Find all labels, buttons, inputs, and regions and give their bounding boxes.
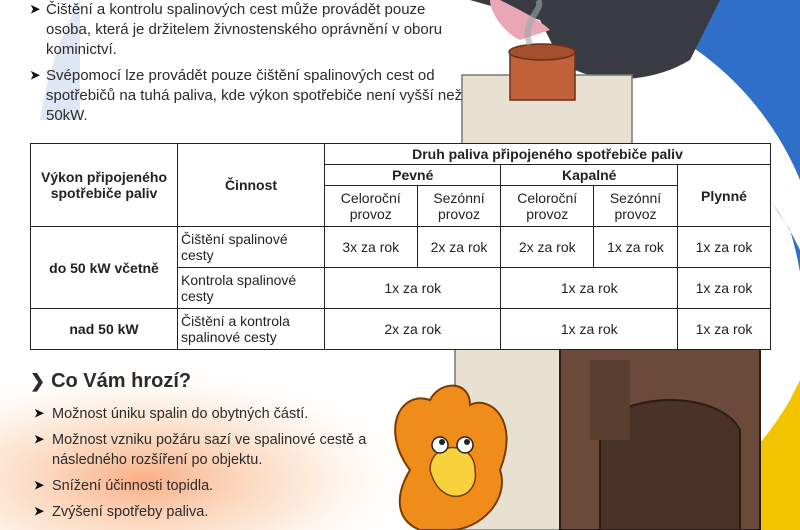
header-liquid-year: Celoroční provoz [501,186,594,227]
table-cell: 1x za rok [501,268,678,309]
bullet-arrow-icon: ➤ [30,2,41,16]
row-label-up-to-50: do 50 kW včetně [31,227,178,309]
row-label-over-50: nad 50 kW [31,309,178,350]
table-cell: 1x za rok [325,268,501,309]
bullet-item: ➤ Čištění a kontrolu spalinových cest může provádět pouze osoba, která je držitelem živnostenského oprávnění v oboru kominictví. [30,1,443,58]
top-bullets [30,0,470,132]
activity-cleaning: Čištění spalinové cesty [178,227,325,268]
bullet-arrow-icon: ➤ [30,68,41,82]
table-cell: 1x za rok [678,268,771,309]
table-cell: 1x za rok [678,309,771,350]
bullet-item: ➤ Zvýšení spotřeby paliva. [34,504,209,520]
bullet-arrow-icon: ➤ [34,504,45,518]
table-cell: 2x za rok [417,227,501,268]
activity-both: Čištění a kontrola spalinové cesty [178,309,325,350]
bullet-arrow-icon: ➤ [34,478,45,492]
header-activity: Činnost [178,144,325,227]
header-solid-season: Sezónní provoz [417,186,501,227]
bullet-item: ➤ Snížení účinnosti topidla. [34,478,214,494]
bullet-item: ➤ Svépomocí lze provádět pouze čištění spalinových cest od spotřebičů na tuhá paliva, kde výkon spotřebiče není vyšší než 50kW. [30,67,463,124]
bullet-item: ➤ Možnost vzniku požáru sazí ve spalinové cestě a následného rozšíření po objektu. [34,432,367,468]
header-solid: Pevné [325,165,501,186]
table-cell: 2x za rok [501,227,594,268]
header-gas: Plynné [678,165,771,227]
bullet-item: ➤ Možnost úniku spalin do obytných částí. [34,406,309,422]
bullet-arrow-icon: ➤ [34,432,45,446]
section-title: ❯ Co Vám hrozí? [30,370,192,392]
chevron-right-icon: ❯ [30,371,46,391]
bottom-bullets [34,404,434,528]
bullet-arrow-icon: ➤ [34,406,45,420]
header-fuel-group: Druh paliva připojeného spotřebiče paliv [325,144,771,165]
table-cell: 2x za rok [325,309,501,350]
header-solid-year: Celoroční provoz [325,186,418,227]
header-liquid-season: Sezónní provoz [594,186,678,227]
header-liquid: Kapalné [501,165,678,186]
table-cell: 1x za rok [501,309,678,350]
table-cell: 3x za rok [325,227,418,268]
table-cell: 1x za rok [678,227,771,268]
activity-inspection: Kontrola spalinové cesty [178,268,325,309]
cleaning-frequency-table [30,143,771,350]
header-power: Výkon připojeného spotřebiče paliv [31,144,178,227]
table-cell: 1x za rok [594,227,678,268]
